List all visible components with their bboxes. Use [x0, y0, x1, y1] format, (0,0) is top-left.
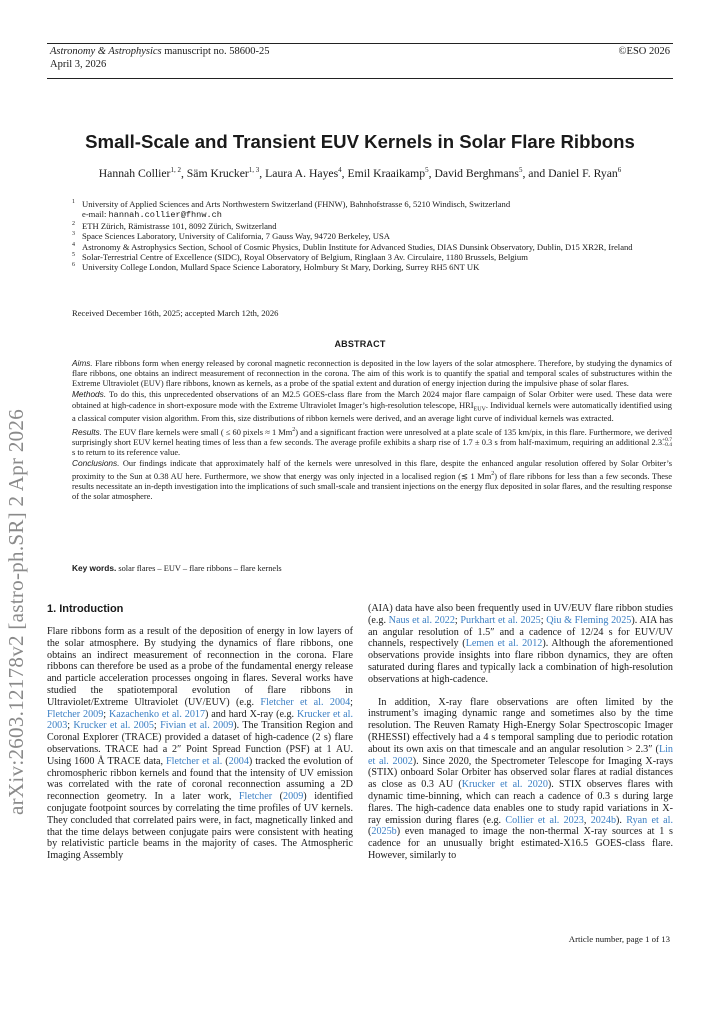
citation-link[interactable]: Lemen et al. 2012: [465, 638, 543, 650]
citation-link[interactable]: 2025b: [371, 826, 397, 838]
affiliation: [72, 209, 672, 220]
body-text: ;: [67, 720, 74, 732]
body-text: (: [272, 791, 284, 803]
journal-line: [50, 46, 270, 57]
author-affil-marker: 1, 2: [170, 166, 181, 174]
affiliation: [72, 231, 672, 241]
citation-link[interactable]: Ryan et al.: [626, 814, 673, 826]
citation-link[interactable]: Qiu & Fleming 2025: [546, 614, 632, 626]
paper-title: Small-Scale and Transient EUV Kernels in Solar Flare Ribbons: [85, 131, 635, 152]
results-label: Results.: [72, 426, 102, 437]
citation-link[interactable]: Fivian et al. 2009: [160, 720, 234, 732]
body-text: ). AIA has an angular resolution of 1.5″ and a cadence of 12/24 s for EUV/UV channels, respectively (: [368, 614, 673, 650]
body-text: Flare ribbons form as a result of the deposition of energy in low layers of the solar atmosphere. By studying the dynamics of flare ribbons, one obtains an indirect measurement of reconnection in the corona. Flare ribbons can therefore be used as a probe of the fundamental energy release and particle acceleration processes ongoing in flares. Several works have studied the spatiotemporal evolution of flare ribbons in Ultraviolet/Extreme Ultraviolet (UV/EUV) (e.g.: [47, 626, 353, 708]
email-link[interactable]: hannah.collier@fhnw.ch: [108, 210, 222, 221]
affiliation: [72, 252, 672, 262]
right-column: [368, 603, 673, 862]
author-name: Säm Krucker: [186, 166, 249, 180]
author-list: Hannah Collier$^{1, 2}$, Säm Krucker$^{1, 3}$, Laura A. Hayes$^4$, Emil Kraaikamp$^5$, David Berghmans$^5$, and Daniel F. Ryan$^6$: [98, 166, 622, 180]
citation-link[interactable]: 2004: [228, 755, 249, 767]
author-name: Hannah Collier: [98, 166, 171, 180]
keywords-text: solar flares – EUV – flare ribbons – flare kernels: [116, 564, 282, 573]
journal-name: Astronomy & Astrophysics: [50, 46, 162, 57]
affiliation-text: Astronomy & Astrophysics Section, School of Cosmic Physics, Dublin Institute for Advanced Studies, DIAS Dunsink Observatory, Dublin, D15 XR2R, Ireland: [82, 241, 633, 252]
affiliation-number: 6: [72, 262, 75, 269]
body-text: (: [222, 755, 229, 767]
body-text: ;: [454, 614, 461, 626]
affiliation: [72, 262, 672, 272]
author-affil-marker: 5: [425, 166, 429, 174]
citation-link[interactable]: 2009: [283, 791, 304, 803]
author-name: Laura A. Hayes: [265, 166, 339, 180]
methods-text-end: . Individual kernels were automatically identified using a classical computer vision algorithm. From this, size distributions of ribbon kernels were derived, and an average light curve of individual kernels was extracted.: [72, 400, 672, 424]
affiliation-number: 2: [72, 220, 75, 227]
author-affil-marker: 4: [338, 166, 342, 174]
methods-text: To do this, this unprecedented observations of an M2.5 GOES-class flare from the March 2024 major flare campaign of Solar Orbiter were used. These data were obtained at high-cadence in short-exposure mode with the Extreme Ultraviolet Imager’s high-resolution telescope, HRI: [72, 390, 672, 410]
affiliation-text: University College London, Mullard Space Science Laboratory, Holmbury St Mary, Dorking, Surrey RH5 6NT UK: [82, 262, 480, 273]
affiliation-number: 4: [72, 241, 75, 248]
affiliation-text: University of Applied Sciences and Arts Northwestern Switzerland (FHNW), Bahnhofstrasse 6, 5210 Windisch, Switzerland: [82, 199, 511, 209]
affiliation-text: e-mail:: [82, 209, 109, 220]
affiliation: [72, 221, 672, 231]
body-text: ) tracked the evolution of chromospheric ribbon kernels and found that the intensity of UV emission was correlated with the rate of coronal reconnection assuming a 2D reconnection geometry. In a later work,: [47, 755, 353, 803]
body-text: ). STIX observes flares with dynamic time-binning, which can reach a cadence of 0.3 s during large flares. The high-cadence data enables one to study rapid variations in X-ray emission during flares (e.g.: [368, 779, 673, 826]
body-text: ;: [103, 708, 109, 720]
body-text: ) and hard X-ray (e.g.: [205, 708, 297, 720]
author-affil-marker: 6: [617, 166, 622, 174]
body-text: ;: [540, 614, 547, 626]
author-name: David Berghmans: [434, 166, 519, 180]
abstract-body: Aims. Flare ribbons form when energy released by coronal magnetic reconnection is deposited in the low layers of the solar atmosphere. Therefore, by studying the dynamics of flare ribbons, one obtains an indirect measurement of reconnection in the corona. The aim of this work is to quantify the spatial and temporal scales of substructures within the Extreme Ultraviolet (EUV) flare ribbons, known as kernels, as a probe of the spatial extent and duration of energy injection during the impulsive phase of solar flares. Methods. To do this, this unprecedented observations of an M2.5 GOES-class flare from the March 2024 major flare campaign of Solar Orbiter were used. These data were obtained at high-cadence in short-exposure mode with the Extreme Ultraviolet Imager’s high-resolution telescope, $HRI_{EUV}$. Individual kernels were automatically identified using a classical computer vision algorithm. From this, size distributions of ribbon kernels were derived, and an average light curve of individual kernels was extracted. Results. The EUV flare kernels were small ( ≤ 60 pixels ≈ 1 Mm$^2$) and a significant fraction were unresolved at a plate scale of 135 km/pix, in this flare. Furthermore, we derived surprisingly short EUV kernel heating times of less than a few seconds. The average profile exhibits a sharp rise of 1.7 ± 0.3 s from half-maximum, requiring an additional 2.3+0.7 −0.4 s to return to its reference value. Conclusions. Our findings indicate that approximately half of the kernels were unresolved in this flare, despite the enhanced angular resolution offered by Solar Orbiter’s proximity to the Sun at 0.38 AU here. Furthermore, we show that energy was only injected in a localised region (≲ 1 Mm$^2$) of flare ribbons for less than a few seconds. These results necessitate an in-depth investigation into the implications of such small-scale and transient injections on the energy flux deposited in solar flares, and the resulting response of the solar atmosphere.: [72, 358, 672, 502]
affiliation-text: ETH Zürich, Rämistrasse 101, 8092 Zürich, Switzerland: [82, 220, 277, 231]
citation-link[interactable]: Fletcher: [238, 791, 273, 803]
results-text-c: s to return to its reference value.: [72, 447, 181, 457]
copyright: ©ESO 2026: [618, 46, 670, 57]
paragraph: [368, 603, 673, 686]
abstract-heading: ABSTRACT: [334, 339, 386, 349]
conclusions-label: Conclusions.: [72, 457, 120, 468]
section-heading: 1. Introduction: [47, 603, 124, 615]
keywords: [72, 563, 672, 573]
body-text: In addition, X-ray flare observations are often limited by the instrument’s imaging dynamic range and sometimes also by the time resolution. The Reuven Ramaty High-Energy Solar Spectroscopic Imager (RHESSI) effectively had a 4 s temporal sampling due to periodic rotation about its own axis on that timescale and an angular resolution > 2.3″ (: [368, 696, 673, 755]
affiliation-number: 3: [72, 231, 75, 238]
citation-link[interactable]: Purkhart et al. 2025: [460, 614, 541, 626]
results-text-b: ) and a significant fraction were unresolved at a plate scale of 135 km/pix, in this flare. Furthermore, we derived surprisingly short EUV kernel heating times of less than a few seconds. The average profile exhibits a sharp rise of 1.7 ± 0.3 s from half-maximum, requiring an additional 2.3: [72, 427, 672, 447]
results-sup: +0.7: [662, 436, 672, 443]
citation-link[interactable]: Lin et al. 2002: [368, 743, 673, 767]
body-text: (AIA) data have also been frequently used in UV/EUV flare ribbon studies (e.g.: [368, 603, 673, 626]
methods-subscript: EUV: [473, 406, 486, 413]
body-text: ). Although the aforementioned observations provide insights into flare ribbon dynamics, they are often saturated during flares and typically lack a combination of high-resolution observations at high-cadence.: [368, 638, 674, 685]
affiliation-text: Space Sciences Laboratory, University of California, 7 Gauss Way, 94720 Berkeley, USA: [82, 231, 390, 242]
body-text: (: [368, 826, 372, 838]
received-line: Received December 16th, 2025; accepted March 12th, 2026: [72, 308, 279, 318]
citation-link[interactable]: Fletcher 2009: [47, 708, 104, 720]
citation-link[interactable]: Fletcher et al. 2004: [260, 696, 351, 708]
citation-link[interactable]: Krucker et al. 2003: [47, 708, 353, 732]
paragraph: [368, 697, 673, 862]
keywords-label: Key words.: [72, 563, 117, 573]
author-name: Daniel F. Ryan: [548, 166, 618, 180]
page-footer: Article number, page 1 of 13: [568, 934, 670, 944]
aims-label: Aims.: [72, 358, 93, 368]
arxiv-stamp: arXiv:2603.12178v2 [astro-ph.SR] 2 Apr 2026: [4, 408, 28, 815]
affiliation-number: 5: [72, 252, 75, 259]
paragraph: [47, 626, 353, 862]
author-name: Emil Kraaikamp: [347, 166, 426, 180]
results-sub: −0.4: [662, 441, 672, 448]
results-text-a: The EUV flare kernels were small ( ≤ 60 pixels ≈ 1 Mm: [101, 427, 293, 437]
citation-link[interactable]: Fletcher et al.: [166, 755, 223, 767]
affiliation: [72, 242, 672, 252]
body-text: ). The Transition Region and Coronal Explorer (TRACE) provided a dataset of high-cadence (2 s) flare observations. TRACE had a 2″ Point Spread Function (PSF) at 1 AU. Using 1600 Å TRACE data,: [47, 720, 353, 767]
conclusions-text-b: ) of flare ribbons for less than a few seconds. These results necessitate an in-depth investigation into the implications of such small-scale and transient injections on the energy flux deposited in solar flares, and the resulting response of the solar atmosphere.: [72, 471, 672, 502]
left-column: [47, 626, 353, 862]
body-text: ,: [583, 814, 591, 826]
citation-link[interactable]: Naus et al. 2022: [388, 614, 455, 626]
manuscript-number: manuscript no. 58600-25: [161, 46, 270, 57]
body-text: ;: [153, 720, 161, 732]
author-affil-marker: 1, 3: [248, 166, 260, 174]
conclusions-text-a: Our findings indicate that approximately half of the kernels were unresolved in this flare, despite the enhanced angular resolution offered by Solar Orbiter’s proximity to the Sun at 0.38 AU here. Furthermore, we show that energy was only injected in a localised region (≲ 1 Mm: [72, 458, 672, 481]
citation-link[interactable]: Krucker et al. 2020: [461, 779, 548, 791]
citation-link[interactable]: Kazachenko et al. 2017: [108, 708, 206, 720]
body-text: ;: [350, 696, 353, 708]
body-text: ). Since 2020, the Spectrometer Telescope for Imaging X-rays (STIX) onboard Solar Orbiter has observed solar flares at radial distances as close as 0.3 AU (: [368, 755, 673, 791]
affiliation-number: 1: [72, 199, 75, 205]
affiliations: [72, 199, 672, 273]
citation-link[interactable]: Krucker et al. 2005: [73, 720, 154, 732]
header-date: April 3, 2026: [50, 59, 107, 70]
citation-link[interactable]: Collier et al. 2023: [505, 814, 584, 826]
body-text: ).: [616, 814, 627, 826]
author-affil-marker: 5: [518, 166, 523, 174]
citation-link[interactable]: 2024b: [590, 814, 617, 826]
body-text: ) identified conjugate footpoint sources by correlating the time profiles of UV kernels. They concluded that correlated pairs were, in fact, magnetically linked and that the time delays between conjugate pairs were consistent with heating by relativistic particle beams in the majority of cases. The Atmospheric Imaging Assembly: [47, 791, 353, 862]
affiliation-text: Solar-Terrestrial Centre of Excellence (SIDC), Royal Observatory of Belgium, Ringlaan 3 Av. Circulaire, 1180 Brussels, Belgium: [82, 252, 528, 263]
affiliation: [72, 199, 672, 209]
aims-text: Flare ribbons form when energy released by coronal magnetic reconnection is deposited in the low layers of the solar atmosphere. Therefore, by studying the dynamics of flare ribbons, one obtains an indirect measurement of reconnection in the corona. The aim of this work is to quantify the spatial and temporal scales of substructures within the Extreme Ultraviolet (EUV) flare ribbons, known as kernels, as a probe of the spatial extent and duration of energy injection during the impulsive phase of solar flares.: [72, 359, 672, 389]
methods-label: Methods.: [72, 389, 107, 400]
body-text: ) even managed to image the non-thermal X-ray sources at 1 s cadence for an unusually bright estimated-X16.5 GOES-class flare. However, similarly to: [368, 826, 673, 861]
